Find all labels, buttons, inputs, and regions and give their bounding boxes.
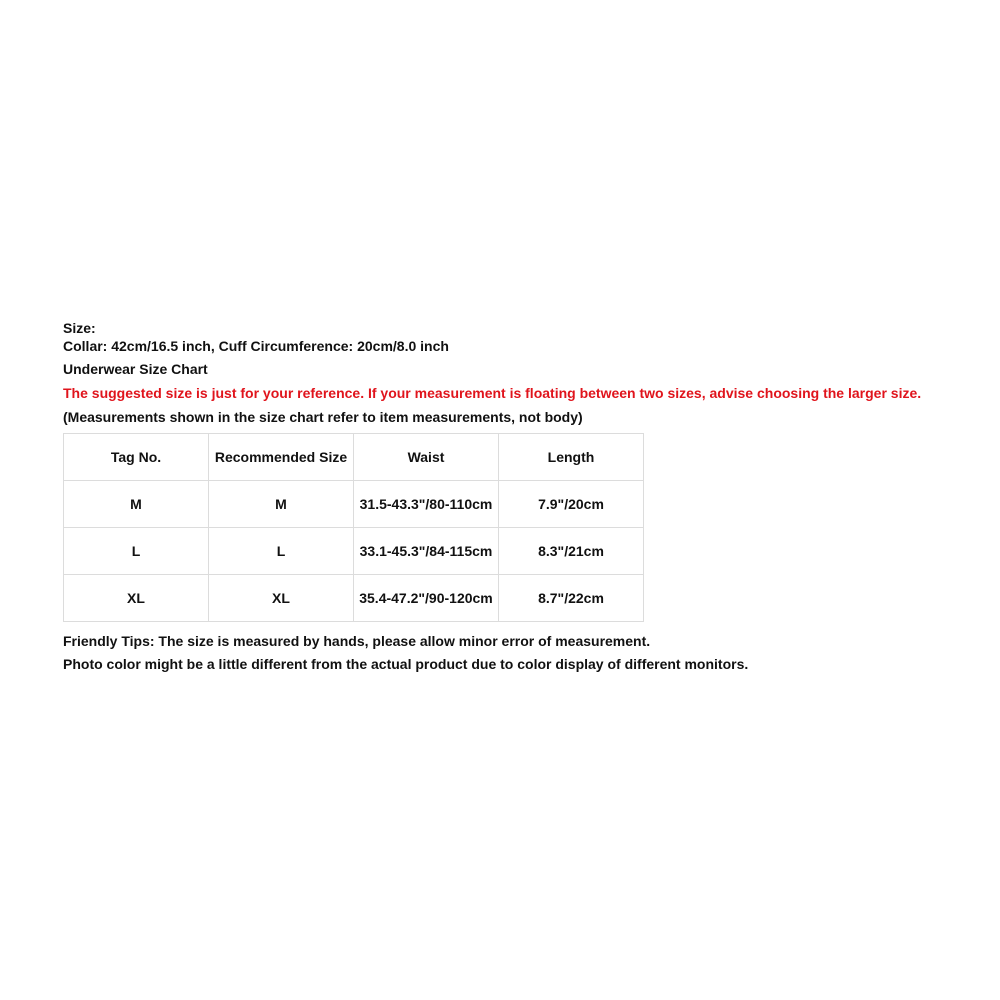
cell-length: 8.7"/22cm	[499, 575, 644, 622]
table-row	[64, 575, 644, 622]
table-row	[64, 528, 644, 575]
cell-tag-no: L	[64, 528, 209, 575]
cell-length: 7.9"/20cm	[499, 481, 644, 528]
cell-tag-no: XL	[64, 575, 209, 622]
size-warning: The suggested size is just for your reference. If your measurement is floating between two sizes, advise choosing the larger size.	[63, 385, 922, 401]
cell-length: 8.3"/21cm	[499, 528, 644, 575]
cell-waist: 33.1-45.3"/84-115cm	[354, 528, 499, 575]
size-chart-table	[63, 433, 644, 622]
friendly-tips: Friendly Tips: The size is measured by hands, please allow minor error of measurement.	[63, 633, 651, 649]
header-recommended-size: Recommended Size	[209, 434, 354, 481]
table-header-row	[64, 434, 644, 481]
color-note: Photo color might be a little different from the actual product due to color display of different monitors.	[63, 656, 749, 672]
size-label: Size:	[63, 320, 96, 336]
table-row	[64, 481, 644, 528]
size-info-section	[63, 320, 963, 673]
header-waist: Waist	[354, 434, 499, 481]
cell-waist: 31.5-43.3"/80-110cm	[354, 481, 499, 528]
header-tag-no: Tag No.	[64, 434, 209, 481]
cell-recommended-size: M	[209, 481, 354, 528]
cell-waist: 35.4-47.2"/90-120cm	[354, 575, 499, 622]
measurement-note: (Measurements shown in the size chart refer to item measurements, not body)	[63, 409, 583, 425]
collar-cuff-line: Collar: 42cm/16.5 inch, Cuff Circumference: 20cm/8.0 inch	[63, 338, 449, 354]
chart-title: Underwear Size Chart	[63, 361, 208, 377]
cell-recommended-size: L	[209, 528, 354, 575]
cell-recommended-size: XL	[209, 575, 354, 622]
cell-tag-no: M	[64, 481, 209, 528]
header-length: Length	[499, 434, 644, 481]
